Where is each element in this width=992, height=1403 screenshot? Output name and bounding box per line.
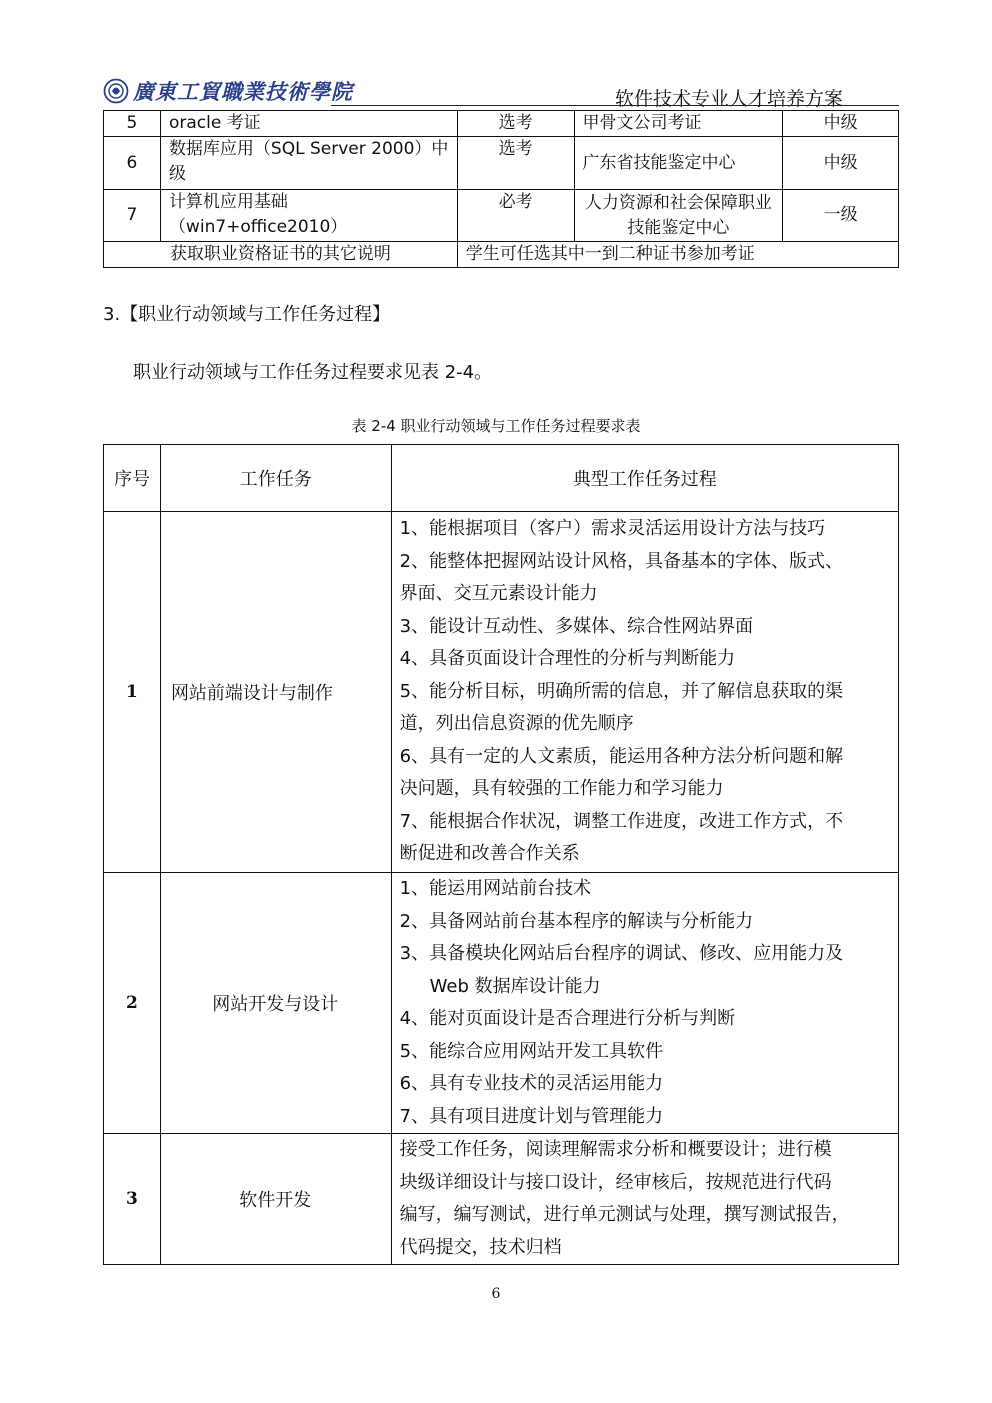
cert-note-value: 学生可任选其中一到二种证书参加考证 bbox=[457, 242, 898, 268]
cert-name: oracle 考证 bbox=[160, 111, 457, 137]
task-process bbox=[391, 1134, 898, 1265]
column-header: 工作任务 bbox=[160, 445, 391, 512]
process-line: 6、具有专业技术的灵活运用能力 bbox=[399, 1073, 664, 1094]
process-line: 5、能分析目标，明确所需的信息，并了解信息获取的渠 bbox=[399, 680, 844, 702]
process-line: 4、具备页面设计合理性的分析与判断能力 bbox=[399, 648, 736, 670]
table-caption: 表 2-4 职业行动领域与工作任务过程要求表 bbox=[351, 417, 641, 435]
cert-org: 甲骨文公司考证 bbox=[574, 111, 783, 137]
row-number: 3 bbox=[104, 1134, 161, 1265]
school-logo bbox=[103, 76, 353, 106]
process-line: 2、具备网站前台基本程序的解读与分析能力 bbox=[399, 910, 754, 932]
work-task: 网站开发与设计 bbox=[160, 873, 391, 1134]
task-process bbox=[391, 512, 898, 873]
table-header-row bbox=[104, 445, 899, 512]
row-number: 2 bbox=[104, 873, 161, 1134]
task-process bbox=[391, 873, 898, 1134]
process-line: 块级详细设计与接口设计，经审核后，按规范进行代码 bbox=[399, 1171, 832, 1193]
cert-name: 数据库应用（SQL Server 2000）中级 bbox=[160, 137, 457, 190]
cert-type: 选考 bbox=[457, 137, 574, 190]
work-task: 网站前端设计与制作 bbox=[160, 512, 391, 873]
process-line: 道，列出信息资源的优先顺序 bbox=[399, 713, 634, 735]
cert-name: 计算机应用基础（win7+office2010） bbox=[160, 190, 457, 242]
process-line: 3、能设计互动性、多媒体、综合性网站界面 bbox=[399, 615, 754, 637]
task-table bbox=[103, 444, 899, 1265]
cert-type: 选考 bbox=[457, 111, 574, 137]
page-header bbox=[103, 76, 899, 110]
process-line: 1、能根据项目（客户）需求灵活运用设计方法与技巧 bbox=[399, 518, 826, 540]
cert-no: 5 bbox=[104, 111, 161, 137]
process-line: 1、能运用网站前台技术 bbox=[399, 878, 592, 899]
cert-type: 必考 bbox=[457, 190, 574, 242]
process-line: 3、具备模块化网站后台程序的调试、修改、应用能力及 bbox=[399, 943, 844, 964]
process-line: 5、能综合应用网站开发工具软件 bbox=[399, 1040, 664, 1062]
process-line: 7、具有项目进度计划与管理能力 bbox=[399, 1105, 664, 1127]
table-row bbox=[104, 512, 899, 873]
page-number: 6 bbox=[491, 1286, 501, 1302]
column-header: 序号 bbox=[104, 445, 161, 512]
school-name-logo: 廣東工貿職業技術學院 bbox=[133, 79, 353, 104]
document-title: 软件技术专业人才培养方案 bbox=[614, 88, 843, 110]
table-row bbox=[104, 137, 899, 190]
table-row bbox=[104, 111, 899, 137]
table-row bbox=[104, 873, 899, 1134]
table-row bbox=[104, 1134, 899, 1265]
table-row bbox=[104, 242, 899, 268]
cert-note-label: 获取职业资格证书的其它说明 bbox=[104, 242, 458, 268]
process-line: 决问题，具有较强的工作能力和学习能力 bbox=[399, 778, 724, 800]
school-emblem-icon bbox=[103, 78, 129, 104]
cert-level: 中级 bbox=[783, 111, 899, 137]
process-line: 断促进和改善合作关系 bbox=[399, 843, 580, 865]
section-heading: 3.【职业行动领域与工作任务过程】 bbox=[103, 304, 391, 325]
table-row bbox=[104, 190, 899, 242]
cert-level: 一级 bbox=[783, 190, 899, 242]
process-line: 6、具有一定的人文素质，能运用各种方法分析问题和解 bbox=[399, 745, 844, 767]
cert-org: 广东省技能鉴定中心 bbox=[574, 137, 783, 190]
process-line: 界面、交互元素设计能力 bbox=[399, 583, 598, 605]
certificate-table bbox=[103, 110, 899, 268]
cert-no: 6 bbox=[104, 137, 161, 190]
cert-level: 中级 bbox=[783, 137, 899, 190]
header-divider bbox=[331, 105, 899, 106]
process-line: Web 数据库设计能力 bbox=[429, 975, 601, 997]
process-line: 编写，编写测试，进行单元测试与处理，撰写测试报告， bbox=[399, 1204, 850, 1225]
cert-org: 人力资源和社会保障职业技能鉴定中心 bbox=[574, 190, 783, 242]
row-number: 1 bbox=[104, 512, 161, 873]
cert-no: 7 bbox=[104, 190, 161, 242]
section-paragraph: 职业行动领域与工作任务过程要求见表 2-4。 bbox=[133, 362, 493, 383]
column-header: 典型工作任务过程 bbox=[391, 445, 898, 512]
process-line: 7、能根据合作状况，调整工作进度，改进工作方式，不 bbox=[399, 810, 844, 832]
process-line: 接受工作任务，阅读理解需求分析和概要设计；进行模 bbox=[399, 1139, 832, 1160]
work-task: 软件开发 bbox=[160, 1134, 391, 1265]
process-line: 2、能整体把握网站设计风格，具备基本的字体、版式、 bbox=[399, 550, 844, 572]
process-line: 4、能对页面设计是否合理进行分析与判断 bbox=[399, 1008, 736, 1029]
process-line: 代码提交，技术归档 bbox=[399, 1236, 562, 1258]
